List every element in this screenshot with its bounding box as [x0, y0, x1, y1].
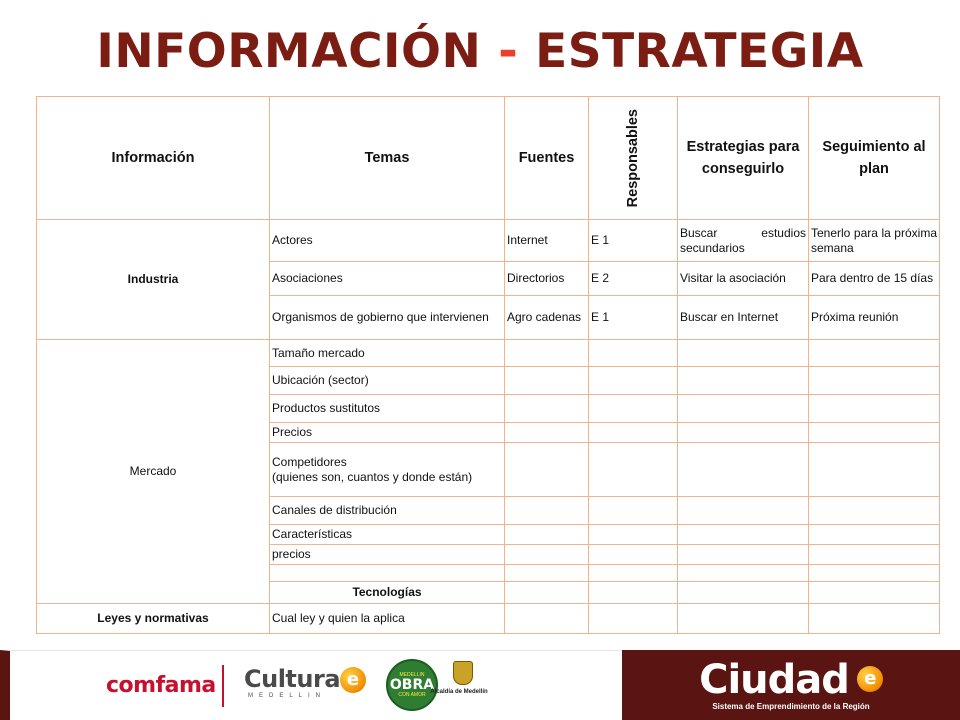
category-leyes: Leyes y normativas: [37, 604, 270, 634]
fuente-cell: Agro cadenas: [505, 296, 589, 340]
header-responsables: [589, 97, 678, 220]
cultura-subtitle: MEDELLIN: [248, 693, 327, 699]
sponsor-logos: [0, 650, 622, 720]
comfama-logo: comfama: [106, 673, 216, 698]
category-tecnologias: Tecnologías: [270, 582, 505, 604]
title-part1: INFORMACIÓN: [96, 24, 482, 79]
tema-cell: Productos sustitutos: [270, 395, 505, 423]
tema-cell: Tamaño mercado: [270, 340, 505, 367]
seguimiento-cell: Próxima reunión: [809, 296, 940, 340]
obra-top-text: MEDELLIN: [399, 672, 425, 678]
ciudad-wordmark: [699, 656, 876, 703]
table-row: [37, 340, 940, 367]
tema-cell: Precios: [270, 423, 505, 443]
cultura-logo: [244, 665, 340, 699]
header-seguimiento: Seguimiento al plan: [809, 97, 940, 220]
tema-cell: Organismos de gobierno que intervienen: [270, 296, 505, 340]
estrategia-cell: Visitar la asociación: [678, 262, 809, 296]
table-header-row: [37, 97, 940, 220]
tema-competidores-detail: (quienes son, cuantos y donde están): [272, 469, 473, 484]
tema-cell: Cual ley y quien la aplica: [270, 604, 505, 634]
tema-cell: Características: [270, 525, 505, 545]
responsable-cell: E 2: [589, 262, 678, 296]
responsable-cell: E 1: [589, 296, 678, 340]
estrategia-cell: Buscar estudios secundarios: [678, 220, 809, 262]
shield-icon: [453, 661, 473, 685]
ciudad-text: Ciudad: [699, 656, 849, 703]
header-estrategias: Estrategias para conseguirlo: [678, 97, 809, 220]
header-informacion: Información: [37, 97, 270, 220]
obra-wordmark: OBRA: [389, 677, 435, 693]
ciudad-tagline: Sistema de Emprendimiento de la Región: [712, 701, 870, 711]
header-responsables-label: Responsables: [625, 108, 641, 208]
table-row: [37, 604, 940, 634]
category-industria: Industria: [37, 220, 270, 340]
cultura-e-icon: e: [340, 667, 366, 693]
header-temas: Temas: [270, 97, 505, 220]
category-mercado: Mercado: [37, 340, 270, 604]
tema-cell: Canales de distribución: [270, 497, 505, 525]
tema-cell: Actores: [270, 220, 505, 262]
logo-divider: [222, 665, 224, 707]
title-separator: -: [498, 24, 519, 79]
tema-cell: [270, 443, 505, 497]
table-row: [37, 220, 940, 262]
seguimiento-cell: Tenerlo para la próxima semana: [809, 220, 940, 262]
page-title: [0, 24, 960, 79]
title-part2: ESTRATEGIA: [535, 24, 864, 79]
medellin-obra-logo: [386, 659, 438, 711]
tema-cell: precios: [270, 545, 505, 565]
tema-competidores: Competidores: [272, 454, 347, 469]
tema-cell: Asociaciones: [270, 262, 505, 296]
seguimiento-cell: Para dentro de 15 días: [809, 262, 940, 296]
header-fuentes: Fuentes: [505, 97, 589, 220]
ciudad-logo: [622, 650, 960, 720]
alcaldia-logo: [430, 661, 488, 695]
cultura-wordmark: Cultura: [244, 665, 341, 693]
fuente-cell: Internet: [505, 220, 589, 262]
obra-bottom-text: CON AMOR: [398, 692, 426, 698]
strategy-table: [36, 96, 940, 634]
alcaldia-text: Alcaldía de Medellín: [430, 689, 488, 695]
estrategia-cell: Buscar en Internet: [678, 296, 809, 340]
footer-logos: [0, 650, 960, 720]
responsable-cell: E 1: [589, 220, 678, 262]
fuente-cell: Directorios: [505, 262, 589, 296]
ciudad-e-icon: e: [857, 666, 883, 692]
tema-cell: Ubicación (sector): [270, 367, 505, 395]
